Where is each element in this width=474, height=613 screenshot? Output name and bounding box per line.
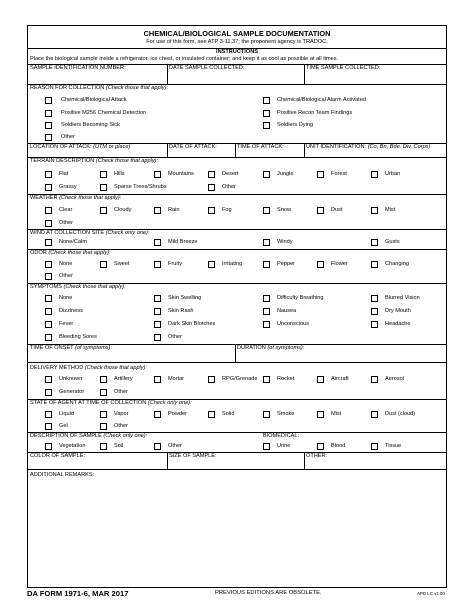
weather-fog-checkbox[interactable] bbox=[208, 207, 215, 214]
location-label: LOCATION OF ATTACK: (UTM or place) bbox=[30, 144, 131, 150]
symptoms-section-label: SYMPTOMS (Check those that apply): bbox=[30, 284, 126, 290]
symptom-label: Dizziness bbox=[59, 308, 83, 314]
state-label: Powder bbox=[168, 411, 187, 417]
instructions-text: Place the biological sample inside a refrigerator, ice chest, or insulated container; and keep it as cool as possible at all times. bbox=[30, 56, 339, 62]
divider bbox=[28, 362, 446, 363]
symptom-label: Nausea bbox=[277, 308, 297, 314]
odor-fruity-checkbox[interactable] bbox=[154, 261, 161, 268]
delivery-aerosol-checkbox[interactable] bbox=[371, 376, 378, 383]
terrain-desert-checkbox[interactable] bbox=[208, 171, 215, 178]
form-id: DA FORM 1971-6, MAR 2017 bbox=[27, 589, 129, 598]
state-label: Other bbox=[114, 423, 128, 429]
weather-other-checkbox[interactable] bbox=[45, 220, 52, 227]
state-label: Gel bbox=[59, 423, 68, 429]
time-attack-label: TIME OF ATTACK: bbox=[237, 144, 284, 150]
state-mist-checkbox[interactable] bbox=[317, 411, 324, 418]
weather-mist-checkbox[interactable] bbox=[371, 207, 378, 214]
symptom-bleeding-sores-checkbox[interactable] bbox=[45, 334, 52, 341]
delivery-rocket-checkbox[interactable] bbox=[263, 376, 270, 383]
symptom-dry-mouth-checkbox[interactable] bbox=[371, 308, 378, 315]
odor-sweet-checkbox[interactable] bbox=[100, 261, 107, 268]
terrain-label: Grassy bbox=[59, 184, 77, 190]
divider bbox=[304, 64, 305, 84]
description-label: Vegetation bbox=[59, 443, 86, 449]
divider bbox=[304, 452, 305, 469]
terrain-label: Jungle bbox=[277, 171, 294, 177]
odor-label: Changing bbox=[385, 261, 409, 267]
delivery-label: Generator bbox=[59, 389, 85, 395]
reason-m256-checkbox[interactable] bbox=[45, 110, 52, 117]
delivery-label: Mortar bbox=[168, 376, 185, 382]
description-label: Urine bbox=[277, 443, 291, 449]
symptom-label: Unconscious bbox=[277, 321, 310, 327]
delivery-label: Rocket bbox=[277, 376, 295, 382]
odor-label: None bbox=[59, 261, 73, 267]
terrain-label: Sparse Trees/Shrubs bbox=[114, 184, 167, 190]
symptom-difficulty-breathing-checkbox[interactable] bbox=[263, 295, 270, 302]
desc-other-checkbox[interactable] bbox=[154, 443, 161, 450]
odor-label: Sweet bbox=[114, 261, 130, 267]
reason-soldiers-dying-checkbox[interactable] bbox=[263, 122, 270, 129]
desc-soil-checkbox[interactable] bbox=[100, 443, 107, 450]
delivery-aircraft-checkbox[interactable] bbox=[317, 376, 324, 383]
desc-urine-checkbox[interactable] bbox=[263, 443, 270, 450]
state-label: Solid bbox=[222, 411, 235, 417]
odor-label: Fruity bbox=[168, 261, 182, 267]
other-label: OTHER: bbox=[306, 453, 328, 459]
delivery-label: Unknown bbox=[59, 376, 83, 382]
state-other-checkbox[interactable] bbox=[100, 423, 107, 430]
time-onset-label: TIME OF ONSET (of symptoms): bbox=[30, 345, 112, 351]
odor-none-checkbox[interactable] bbox=[45, 261, 52, 268]
state-label: Liquid bbox=[59, 411, 74, 417]
symptom-label: Skin Rash bbox=[168, 308, 194, 314]
symptom-unconscious-checkbox[interactable] bbox=[263, 321, 270, 328]
state-powder-checkbox[interactable] bbox=[154, 411, 161, 418]
symptom-nausea-checkbox[interactable] bbox=[263, 308, 270, 315]
terrain-section-label: TERRAIN DESCRIPTION (Check those that apply): bbox=[30, 158, 159, 164]
odor-pepper-checkbox[interactable] bbox=[263, 261, 270, 268]
delivery-unknown-checkbox[interactable] bbox=[45, 376, 52, 383]
biomedical-label: BIOMEDICAL: bbox=[263, 433, 300, 439]
weather-label: Fog bbox=[222, 207, 232, 213]
previous-editions-note: PREVIOUS EDITIONS ARE OBSOLETE. bbox=[215, 590, 322, 596]
sample-id-label: SAMPLE IDENTIFICATION NUMBER: bbox=[30, 65, 126, 71]
time-collected-label: TIME SAMPLE COLLECTED: bbox=[306, 65, 381, 71]
wind-mild-breeze-checkbox[interactable] bbox=[154, 239, 161, 246]
reason-section-label: REASON FOR COLLECTION (Check those that apply): bbox=[30, 85, 169, 91]
reason-label: Chemical/Biological Attack bbox=[61, 97, 127, 103]
wind-calm-checkbox[interactable] bbox=[45, 239, 52, 246]
wind-label: Mild Breeze bbox=[168, 239, 198, 245]
weather-label: Rain bbox=[168, 207, 180, 213]
symptom-none-checkbox[interactable] bbox=[45, 295, 52, 302]
weather-clear-checkbox[interactable] bbox=[45, 207, 52, 214]
delivery-label: Other bbox=[114, 389, 128, 395]
duration-label: DURATION (of symptoms): bbox=[237, 345, 305, 351]
description-label: Blood bbox=[331, 443, 346, 449]
wind-label: Gusts bbox=[385, 239, 400, 245]
delivery-generator-checkbox[interactable] bbox=[45, 389, 52, 396]
weather-label: Other bbox=[59, 220, 73, 226]
terrain-mountains-checkbox[interactable] bbox=[154, 171, 161, 178]
form-page bbox=[27, 25, 447, 588]
divider bbox=[28, 452, 446, 453]
weather-snow-checkbox[interactable] bbox=[263, 207, 270, 214]
symptom-dizziness-checkbox[interactable] bbox=[45, 308, 52, 315]
instructions-title: INSTRUCTIONS bbox=[216, 49, 258, 55]
weather-cloudy-checkbox[interactable] bbox=[100, 207, 107, 214]
description-section-label: DESCRIPTION OF SAMPLE (Check only one): bbox=[30, 433, 148, 439]
odor-section-label: ODOR (Check those that apply): bbox=[30, 250, 111, 256]
reason-chem-bio-attack-checkbox[interactable] bbox=[45, 97, 52, 104]
date-attack-label: DATE OF ATTACK: bbox=[169, 144, 217, 150]
divider bbox=[235, 143, 236, 157]
symptom-label: Difficulty Breathing bbox=[277, 295, 324, 301]
form-title: CHEMICAL/BIOLOGICAL SAMPLE DOCUMENTATION bbox=[143, 29, 331, 38]
weather-label: Dust bbox=[331, 207, 343, 213]
symptom-label: Bleeding Sores bbox=[59, 334, 97, 340]
state-smoke-checkbox[interactable] bbox=[263, 411, 270, 418]
reason-other-checkbox[interactable] bbox=[45, 134, 52, 141]
size-label: SIZE OF SAMPLE: bbox=[169, 453, 217, 459]
odor-flower-checkbox[interactable] bbox=[317, 261, 324, 268]
unit-id-label: UNIT IDENTIFICATION: (Co, Bn, Bde, Div, Corps) bbox=[306, 144, 431, 150]
odor-label: Flower bbox=[331, 261, 348, 267]
divider bbox=[304, 143, 305, 157]
state-label: Vapor bbox=[114, 411, 129, 417]
description-label: Tissue bbox=[385, 443, 402, 449]
state-vapor-checkbox[interactable] bbox=[100, 411, 107, 418]
delivery-label: Artillery bbox=[114, 376, 133, 382]
odor-label: Irritating bbox=[222, 261, 243, 267]
symptom-headache-checkbox[interactable] bbox=[371, 321, 378, 328]
terrain-label: Forest bbox=[331, 171, 347, 177]
symptom-other-checkbox[interactable] bbox=[154, 334, 161, 341]
symptom-skin-rash-checkbox[interactable] bbox=[154, 308, 161, 315]
symptom-label: Blurred Vision bbox=[385, 295, 420, 301]
weather-label: Mist bbox=[385, 207, 396, 213]
date-collected-label: DATE SAMPLE COLLECTED: bbox=[169, 65, 245, 71]
weather-label: Snow bbox=[277, 207, 291, 213]
state-liquid-checkbox[interactable] bbox=[45, 411, 52, 418]
odor-label: Other bbox=[59, 273, 73, 279]
terrain-urban-checkbox[interactable] bbox=[371, 171, 378, 178]
state-solid-checkbox[interactable] bbox=[208, 411, 215, 418]
reason-label: Positive M256 Chemical Detection bbox=[61, 110, 147, 116]
delivery-section-label: DELIVERY METHOD (Check those that apply): bbox=[30, 365, 148, 371]
divider bbox=[235, 344, 236, 362]
terrain-jungle-checkbox[interactable] bbox=[263, 171, 270, 178]
remarks-area[interactable] bbox=[30, 482, 444, 586]
wind-windy-checkbox[interactable] bbox=[263, 239, 270, 246]
weather-label: Cloudy bbox=[114, 207, 132, 213]
desc-blood-checkbox[interactable] bbox=[317, 443, 324, 450]
symptom-label: Headache bbox=[385, 321, 411, 327]
delivery-label: RPG/Grenade bbox=[222, 376, 258, 382]
desc-vegetation-checkbox[interactable] bbox=[45, 443, 52, 450]
delivery-label: Aerosol bbox=[385, 376, 404, 382]
weather-rain-checkbox[interactable] bbox=[154, 207, 161, 214]
symptom-fever-checkbox[interactable] bbox=[45, 321, 52, 328]
form-subtitle: For use of this form, see ATP 3-11.37; the proponent agency is TRADOC. bbox=[146, 39, 328, 45]
remarks-label: ADDITIONAL REMARKS: bbox=[30, 472, 95, 478]
terrain-label: Other bbox=[222, 184, 236, 190]
version-note: APD LC v1.00 bbox=[417, 591, 445, 596]
state-section-label: STATE OF AGENT AT TIME OF COLLECTION (Check only one): bbox=[30, 400, 192, 406]
wind-section-label: WIND AT COLLECTION SITE (Check only one): bbox=[30, 230, 150, 236]
symptom-label: None bbox=[59, 295, 73, 301]
terrain-grassy-checkbox[interactable] bbox=[45, 184, 52, 191]
terrain-label: Desert bbox=[222, 171, 239, 177]
terrain-forest-checkbox[interactable] bbox=[317, 171, 324, 178]
terrain-sparse-checkbox[interactable] bbox=[100, 184, 107, 191]
reason-label: Soldiers Becoming Sick bbox=[61, 122, 120, 128]
terrain-other-checkbox[interactable] bbox=[208, 184, 215, 191]
state-gel-checkbox[interactable] bbox=[45, 423, 52, 430]
description-label: Soil bbox=[114, 443, 124, 449]
reason-label: Soldiers Dying bbox=[277, 122, 314, 128]
weather-dust-checkbox[interactable] bbox=[317, 207, 324, 214]
reason-recon-checkbox[interactable] bbox=[263, 110, 270, 117]
delivery-rpg-checkbox[interactable] bbox=[208, 376, 215, 383]
symptom-label: Dry Mouth bbox=[385, 308, 411, 314]
color-label: COLOR OF SAMPLE: bbox=[30, 453, 86, 459]
divider bbox=[167, 64, 168, 84]
divider bbox=[167, 452, 168, 469]
terrain-flat-checkbox[interactable] bbox=[45, 171, 52, 178]
state-dust-cloud-checkbox[interactable] bbox=[371, 411, 378, 418]
divider bbox=[28, 469, 446, 470]
reason-label: Positive Recon Team Findings bbox=[277, 110, 353, 116]
delivery-artillery-checkbox[interactable] bbox=[100, 376, 107, 383]
reason-soldiers-sick-checkbox[interactable] bbox=[45, 122, 52, 129]
odor-irritating-checkbox[interactable] bbox=[208, 261, 215, 268]
symptom-label: Other bbox=[168, 334, 182, 340]
reason-alarm-activated-checkbox[interactable] bbox=[263, 97, 270, 104]
delivery-other-checkbox[interactable] bbox=[100, 389, 107, 396]
wind-gusts-checkbox[interactable] bbox=[371, 239, 378, 246]
symptom-label: Dark Skin Blotches bbox=[168, 321, 216, 327]
terrain-label: Urban bbox=[385, 171, 401, 177]
reason-label: Chemical/Biological Alarm Activated bbox=[277, 97, 366, 103]
delivery-label: Aircraft bbox=[331, 376, 349, 382]
symptom-blurred-vision-checkbox[interactable] bbox=[371, 295, 378, 302]
delivery-mortar-checkbox[interactable] bbox=[154, 376, 161, 383]
wind-label: None/Calm bbox=[59, 239, 87, 245]
terrain-hills-checkbox[interactable] bbox=[100, 171, 107, 178]
terrain-label: Flat bbox=[59, 171, 69, 177]
desc-tissue-checkbox[interactable] bbox=[371, 443, 378, 450]
state-label: Smoke bbox=[277, 411, 295, 417]
reason-label: Other bbox=[61, 134, 75, 140]
divider bbox=[167, 143, 168, 157]
symptom-label: Skin Swelling bbox=[168, 295, 202, 301]
odor-label: Pepper bbox=[277, 261, 296, 267]
odor-other-checkbox[interactable] bbox=[45, 273, 52, 280]
symptom-skin-swelling-checkbox[interactable] bbox=[154, 295, 161, 302]
description-label: Other bbox=[168, 443, 182, 449]
state-label: Dust (cloud) bbox=[385, 411, 416, 417]
state-label: Mist bbox=[331, 411, 342, 417]
odor-changing-checkbox[interactable] bbox=[371, 261, 378, 268]
symptom-label: Fever bbox=[59, 321, 74, 327]
wind-label: Windy bbox=[277, 239, 293, 245]
weather-label: Clear bbox=[59, 207, 73, 213]
weather-section-label: WEATHER (Check those that apply): bbox=[30, 195, 122, 201]
symptom-dark-skin-blotches-checkbox[interactable] bbox=[154, 321, 161, 328]
terrain-label: Hills bbox=[114, 171, 125, 177]
terrain-label: Mountains bbox=[168, 171, 194, 177]
